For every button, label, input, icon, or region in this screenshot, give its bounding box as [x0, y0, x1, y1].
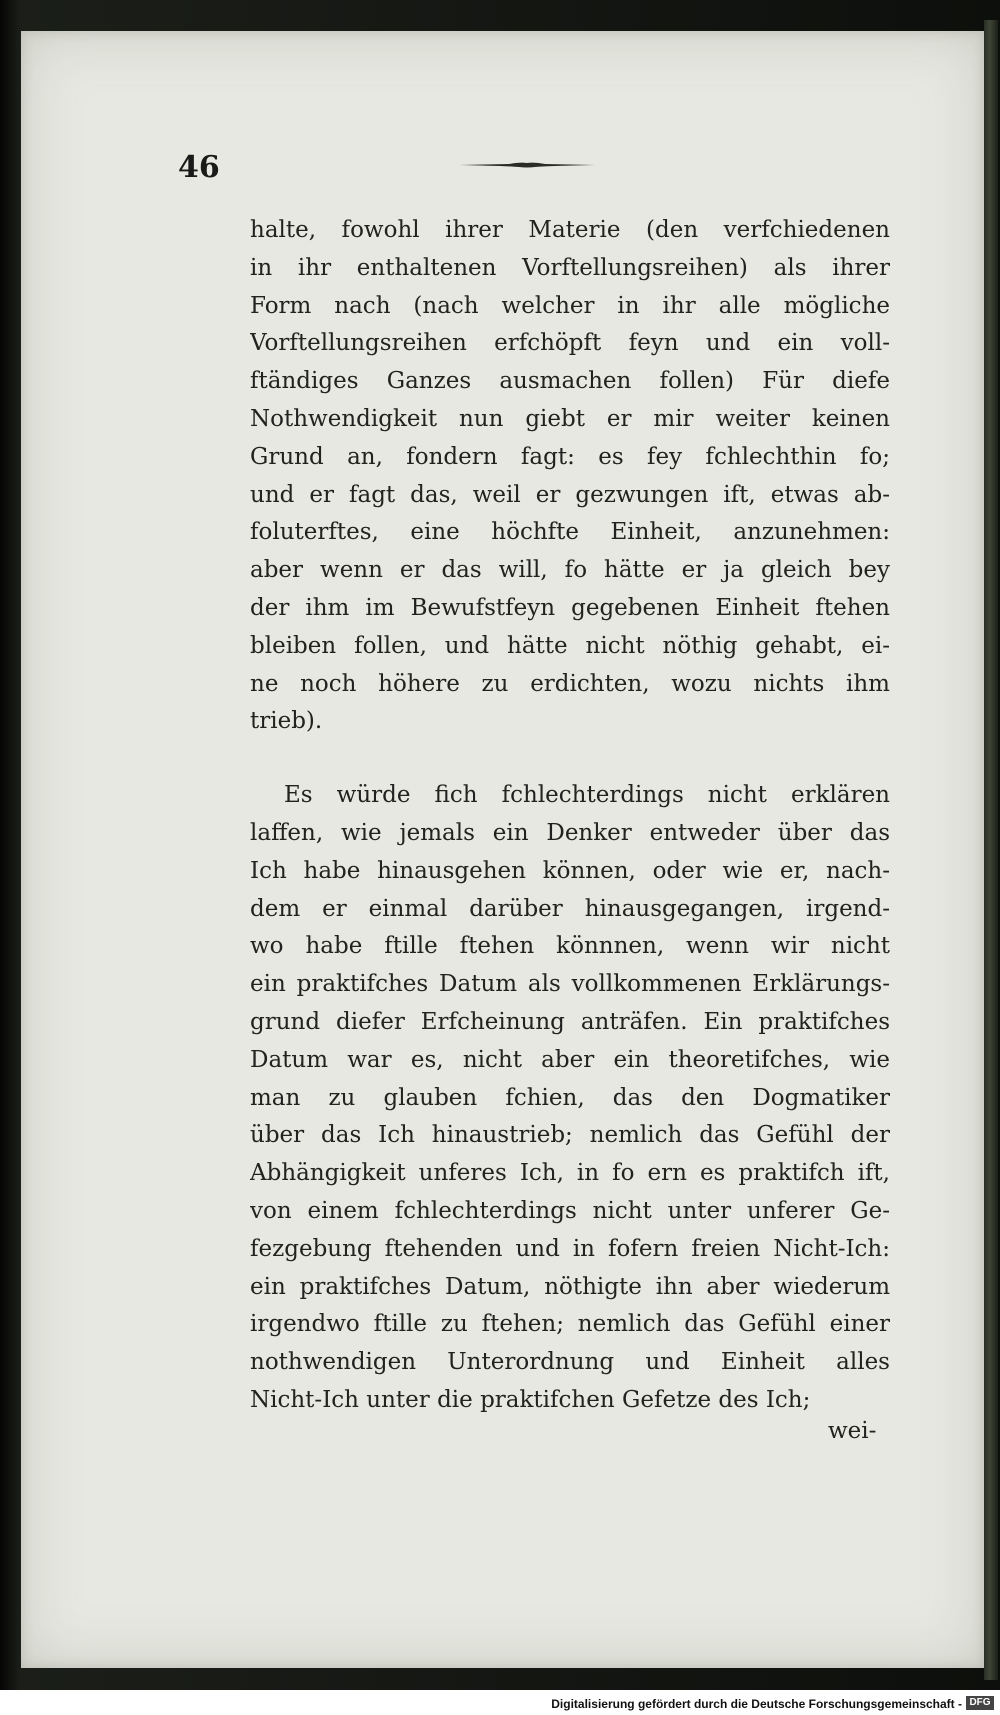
text-line: ftändiges Ganzes ausmachen follen) Für diefe [250, 368, 890, 395]
page-number: 46 [178, 150, 220, 185]
text-line: Es würde fich fchlechterdings nicht erklären [284, 782, 890, 809]
catchword: wei- [828, 1418, 877, 1444]
text-line: von einem fchlechterdings nicht unter unferer Ge- [250, 1197, 890, 1224]
text-line: Nothwendigkeit nun giebt er mir weiter keinen [250, 405, 890, 432]
text-line: ein praktifches Datum als vollkommenen Erklärungs- [250, 971, 890, 998]
text-line: ein praktifches Datum, nöthigte ihn aber wiederum [250, 1273, 890, 1300]
text-line: dem er einmal darüber hinausgegangen, irgend- [250, 895, 890, 922]
paragraph-1 [250, 212, 890, 741]
text-line: über das Ich hinaustrieb; nemlich das Gefühl der [250, 1122, 890, 1149]
text-line: Nicht-Ich unter die praktifchen Gefetze des Ich; [250, 1386, 811, 1413]
text-line: fezgebung ftehenden und in fofern freien Nicht-Ich: [250, 1235, 890, 1262]
text-line: ne noch höhere zu erdichten, wozu nichts ihm [250, 670, 890, 697]
footer-credit: Digitalisierung gefördert durch die Deutsche Forschungsgemeinschaft - [551, 1697, 962, 1711]
text-line: halte, fowohl ihrer Materie (den verfchiedenen [250, 217, 890, 243]
text-line: Vorftellungsreihen erfchöpft feyn und ein voll- [250, 330, 890, 357]
text-line: bleiben follen, und hätte nicht nöthig gehabt, ei- [250, 632, 890, 659]
text-line: Grund an, fondern fagt: es fey fchlechthin fo; [250, 443, 890, 470]
paragraph-2 [250, 777, 890, 1420]
text-line: irgendwo ftille zu ftehen; nemlich das Gefühl einer [250, 1311, 890, 1338]
header-ornament-icon [459, 161, 595, 169]
text-line: trieb). [250, 708, 323, 735]
book-spine-edge [984, 20, 998, 1680]
text-line: laffen, wie jemals ein Denker entweder über das [250, 819, 890, 846]
text-line: der ihm im Bewufstfeyn gegebenen Einheit ftehen [250, 594, 890, 621]
paragraph-gap [250, 741, 890, 777]
text-line: Form nach (nach welcher in ihr alle mögliche [250, 292, 890, 319]
text-line: foluterftes, eine höchfte Einheit, anzunehmen: [250, 519, 890, 546]
text-line: nothwendigen Unterordnung und Einheit alles [250, 1349, 890, 1376]
text-line: Datum war es, nicht aber ein theoretifches, wie [250, 1046, 890, 1073]
text-line: Ich habe hinausgehen können, oder wie er, nach- [250, 857, 890, 884]
text-line: grund diefer Erfcheinung anträfen. Ein praktifches [250, 1008, 890, 1035]
body-text [250, 212, 890, 1420]
text-line: wo habe ftille ftehen könnnen, wenn wir nicht [250, 933, 890, 960]
text-line: und er fagt das, weil er gezwungen ift, etwas ab- [250, 481, 890, 508]
text-line: man zu glauben fchien, das den Dogmatiker [250, 1084, 890, 1111]
text-line: aber wenn er das will, fo hätte er ja gleich bey [250, 557, 890, 584]
dfg-logo: DFG [966, 1696, 994, 1710]
text-line: Abhängigkeit unferes Ich, in fo ern es praktifch ift, [250, 1160, 890, 1187]
text-line: in ihr enthaltenen Vorftellungsreihen) als ihrer [250, 254, 890, 281]
